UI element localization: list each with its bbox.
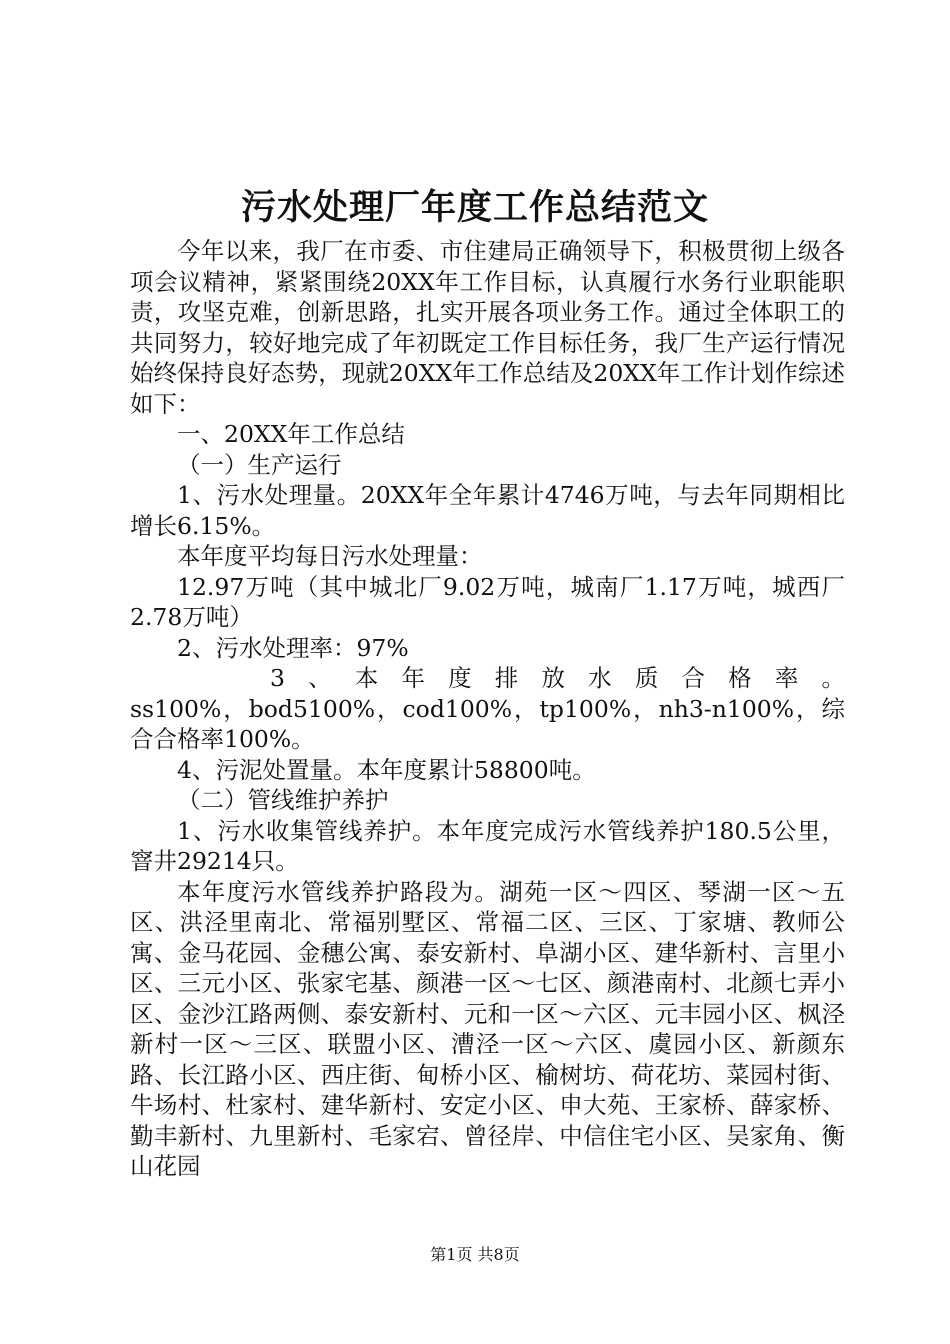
item-daily-average-value: 12.97万吨（其中城北厂9.02万吨，城南厂1.17万吨，城西厂2.78万吨） bbox=[130, 572, 845, 631]
section-heading-1: 一、20XX年工作总结 bbox=[177, 420, 405, 448]
subsection-heading-pipeline: （二）管线维护养护 bbox=[177, 786, 389, 814]
subsection-heading-production: （一）生产运行 bbox=[177, 450, 342, 479]
document-title: 污水处理厂年度工作总结范文 bbox=[240, 187, 709, 228]
item-sewage-volume: 1、污水处理量。20XX年全年累计4746万吨，与去年同期相比增长6.15%。 bbox=[130, 481, 845, 540]
item-daily-average-label: 本年度平均每日污水处理量： bbox=[177, 542, 483, 570]
item-pipeline-sections: 本年度污水管线养护路段为。湖苑一区～四区、琴湖一区～五区、洪泾里南北、常福别墅区、常福二区、三区、丁家塘、教师公寓、金马花园、金穗公寓、泰安新村、阜湖小区、建华新村、言里小区、三元小区、张家宅基、颜港一区～七区、颜港南村、北颜七弄小区、金沙江路两侧、泰安新村、元和一区～六区、元丰园小区、枫泾新村一区～三区、联盟小区、漕泾一区～六区、虞园小区、新颜东路、长江路小区、西庄街、甸桥小区、榆树坊、荷花坊、菜园村街、牛场村、杜家村、建华新村、安定小区、申大苑、王家桥、薛家桥、勤丰新村、九里新村、毛家宕、曾径岸、中信住宅小区、吴家角、衡山花园 bbox=[130, 877, 845, 1180]
page-number-footer: 第1页 共8页 bbox=[430, 1245, 520, 1264]
item-sludge-disposal: 4、污泥处置量。本年度累计58800吨。 bbox=[177, 755, 596, 784]
intro-paragraph: 今年以来，我厂在市委、市住建局正确领导下，积极贯彻上级各项会议精神，紧紧围绕20XX年工作目标，认真履行水务行业职能职责，攻坚克难，创新思路，扎实开展各项业务工作。通过全体职工的共同努力，较好地完成了年初既定工作目标任务，我厂生产运行情况始终保持良好态势，现就20XX年工作总结及20XX年工作计划作综述如下： bbox=[130, 237, 845, 418]
item-pipeline-maintenance: 1、污水收集管线养护。本年度完成污水管线养护180.5公里，窨井29214只。 bbox=[130, 816, 845, 875]
item-water-quality-values: ss100%，bod5100%，cod100%，tp100%，nh3-n100%，综合合格率100%。 bbox=[130, 694, 845, 753]
item-water-quality-heading: 3、本年度排放水质合格率。 bbox=[270, 664, 845, 692]
document-body bbox=[130, 236, 845, 1182]
item-treatment-rate: 2、污水处理率：97% bbox=[177, 633, 409, 662]
